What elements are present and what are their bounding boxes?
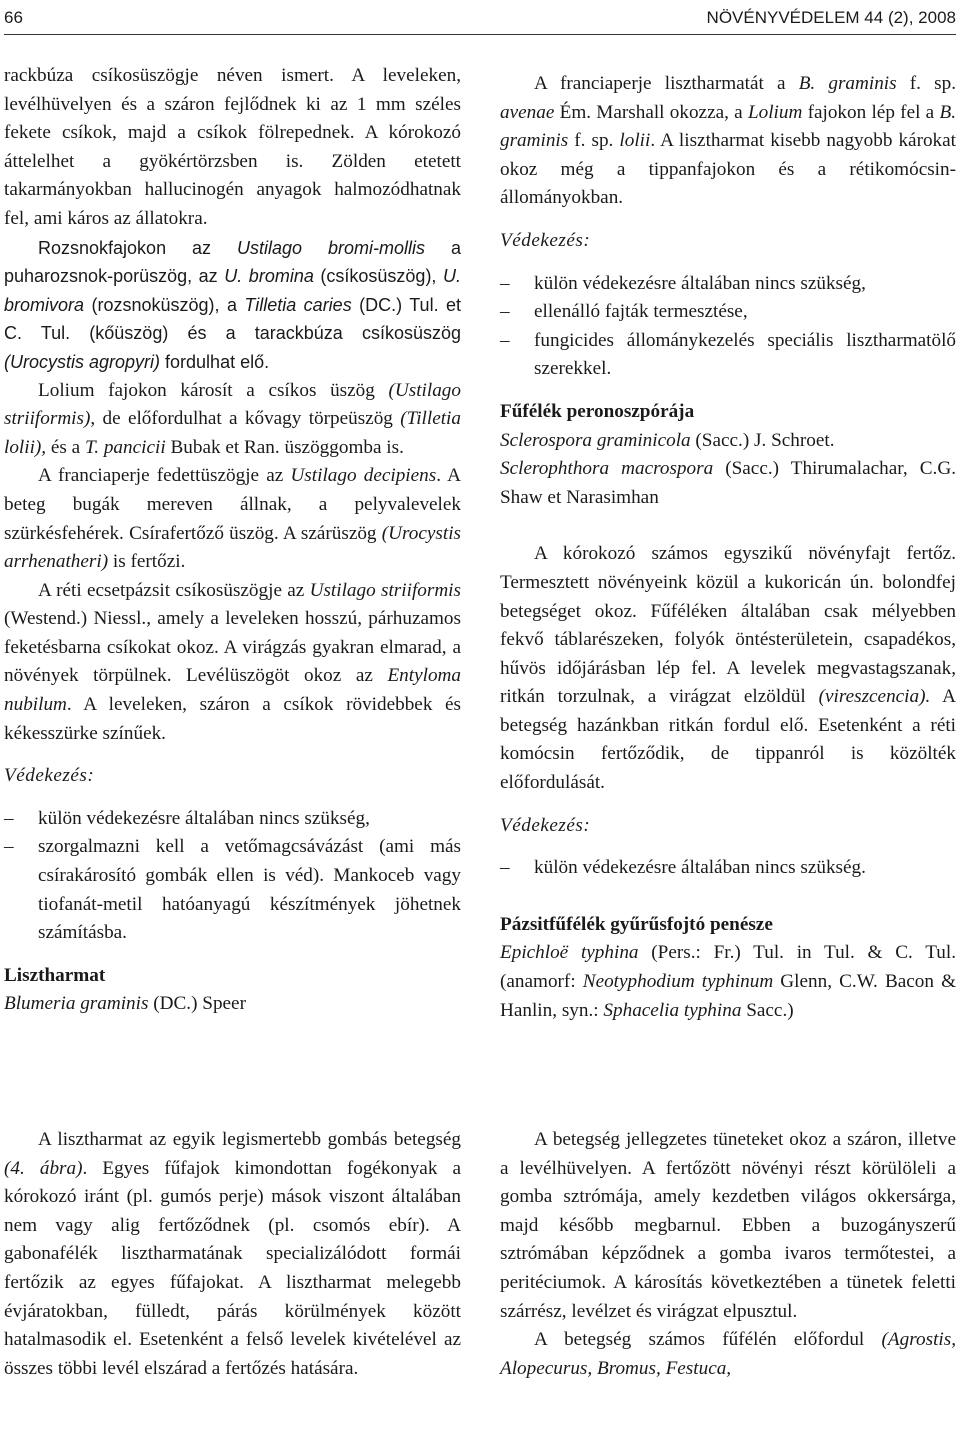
species-line: Sclerophthora macrospora (Sacc.) Thirumalachar, C.G. Shaw et Narasimhan [500, 458, 956, 508]
list-item: – ellenálló fajták termesztése, [500, 298, 956, 327]
paragraph: A réti ecsetpázsit csíkosüszögje az Ustilago striiformis (Westend.) Niessl., amely a leveleken hosszú, párhuzamos feketésbarna csíkokat okoz. A virágzás gyakran elmarad, a növények törpülnek. Levélüszögöt okoz az Entyloma nubilum. A leveleken, száron a csíkok rövidebbek és kékesszürke színűek. [4, 579, 461, 744]
paragraph: Lolium fajokon károsít a csíkos üszög (Ustilago striiformis), de előfordulhat a kővagy törpeüszög (Tilletia lolii), és a T. pancicii Bubak et Ran. üszöggomba is. [4, 379, 461, 458]
section-title: Lisztharmat [4, 964, 106, 986]
vedekezes-label: Védekezés: [500, 229, 591, 251]
section-title: Pázsitfűfélék gyűrűsfojtó penésze [500, 913, 773, 935]
species-line: Sclerospora graminicola (Sacc.) J. Schroet. [500, 429, 835, 451]
paragraph: A kórokozó számos egyszikű növényfajt fertőz. Termesztett növényeink közül a kukoricán ún. bolondfej betegséget okoz. Fűféléken általában csak mélyebben fekvő táblarészeken, folyók öntésterületein, csapadékos, hűvös időjárásban lép fel. A levelek megvastagszanak, ritkán torzulnak, a virágzat elzöldül (vireszcencia). A betegség hazánkban ritkán fordul elő. Esetenként a réti komócsin fertőződik, de tippanról is közölték előfordulását. [500, 543, 956, 794]
section-title: Fűfélék peronoszpórája [500, 400, 695, 422]
vedekezes-label: Védekezés: [500, 814, 591, 836]
left-column-lower [4, 1126, 461, 1383]
page-number: 66 [4, 8, 23, 27]
paragraph: A betegség jellegzetes tüneteket okoz a száron, illetve a levélhüvelyen. A fertőzött növényi részt körülöleli a gomba sztrómája, amely kezdetben világos okkersárga, majd később megbarnul. Ebben a buzogányszerű sztrómában képződnek a gomba ivaros termőtestei, a peritéciumok. A károsítás következtében a tünetek feletti szárrész, levélzet és virágzat elpusztul. [500, 1129, 956, 1322]
list-item: – fungicides állománykezelés speciális lisztharmatölő szerekkel. [500, 327, 956, 384]
species-line: Blumeria graminis (DC.) Speer [4, 993, 246, 1015]
right-column-lower [500, 1126, 956, 1383]
list-item: – szorgalmazni kell a vetőmagcsávázást (ami más csírakárosító gombák ellen is véd). Mankoceb vagy tiofanát-metil hatóanyagú készítmények jöhetnek számításba. [4, 833, 461, 947]
species-line: Epichloë typhina (Pers.: Fr.) Tul. in Tul. & C. Tul.(anamorf: Neotyphodium typhinum Glenn, C.W. Bacon & Hanlin, syn.: Sphacelia typhina Sacc.) [500, 942, 957, 1021]
header-rule [4, 34, 956, 35]
paragraph: Rozsnokfajokon az Ustilago bromi-mollis a puharozsnok-porüszög, az U. bromina (csíkosüszög), U. bromivora (rozsnoküszög), a Tilletia caries (DC.) Tul. et C. Tul. (kőüszög) és a tarackbúza csíkosüszög (Urocystis agropyri) fordulhat elő. [4, 237, 462, 372]
list-item: – külön védekezésre általában nincs szükség, [4, 805, 461, 834]
control-list [4, 805, 461, 948]
left-column [4, 62, 461, 1019]
paragraph: rackbúza csíkosüszögje néven ismert. A leveleken, levélhüvelyen és a száron fejlődnek ki az 1 mm széles fekete csíkok, majd a csíkok fölrepednek. A kórokozó áttelelhet a gyökértörzsben is. Zölden etetett takarmányokban hallucinogén anyagok halmozódhatnak fel, ami káros az állatokra. [4, 65, 461, 229]
paragraph: A lisztharmat az egyik legismertebb gombás betegség (4. ábra). Egyes fűfajok kimondottan fogékonyak a kórokozó iránt (pl. gumós perje) mások viszont általában nem vagy alig fertőződnek (pl. csomós ebír). A gabonafélék lisztharmatának specializálódott formái fertőzik az egyes fűfajokat. A lisztharmat melegebb évjáratokban, fülledt, párás körülmények között hatalmasodik el. Esetenként a felső levelek kivételével az összes többi levél elszárad a fertőzés hatására. [4, 1129, 461, 1379]
paragraph: A franciaperje fedettüszögje az Ustilago decipiens. A beteg bugák mereven állnak, a pelyvalevelek szürkésfehérek. Csírafertőző üszög. A szárüszög (Urocystis arrhenatheri) is fertőzi. [4, 465, 461, 573]
control-list [500, 270, 956, 384]
running-header [4, 4, 956, 34]
list-item: – külön védekezésre általában nincs szükség, [500, 270, 956, 299]
vedekezes-label: Védekezés: [4, 765, 95, 787]
list-item: – külön védekezésre általában nincs szükség. [500, 854, 956, 883]
journal-title: NÖVÉNYVÉDELEM 44 (2), 2008 [706, 8, 956, 27]
right-column [500, 70, 956, 1025]
paragraph: A betegség számos fűfélén előfordul (Agrostis, Alopecurus, Bromus, Festuca, [500, 1329, 956, 1379]
paragraph: A franciaperje lisztharmatát a B. graminis f. sp. avenae Ém. Marshall okozza, a Lolium fajokon lép fel a B. graminis f. sp. lolii. A lisztharmat kisebb nagyobb károkat okoz még a tippanfajokon és a rétikomócsin-állományokban. [500, 73, 956, 209]
control-list [500, 854, 956, 883]
